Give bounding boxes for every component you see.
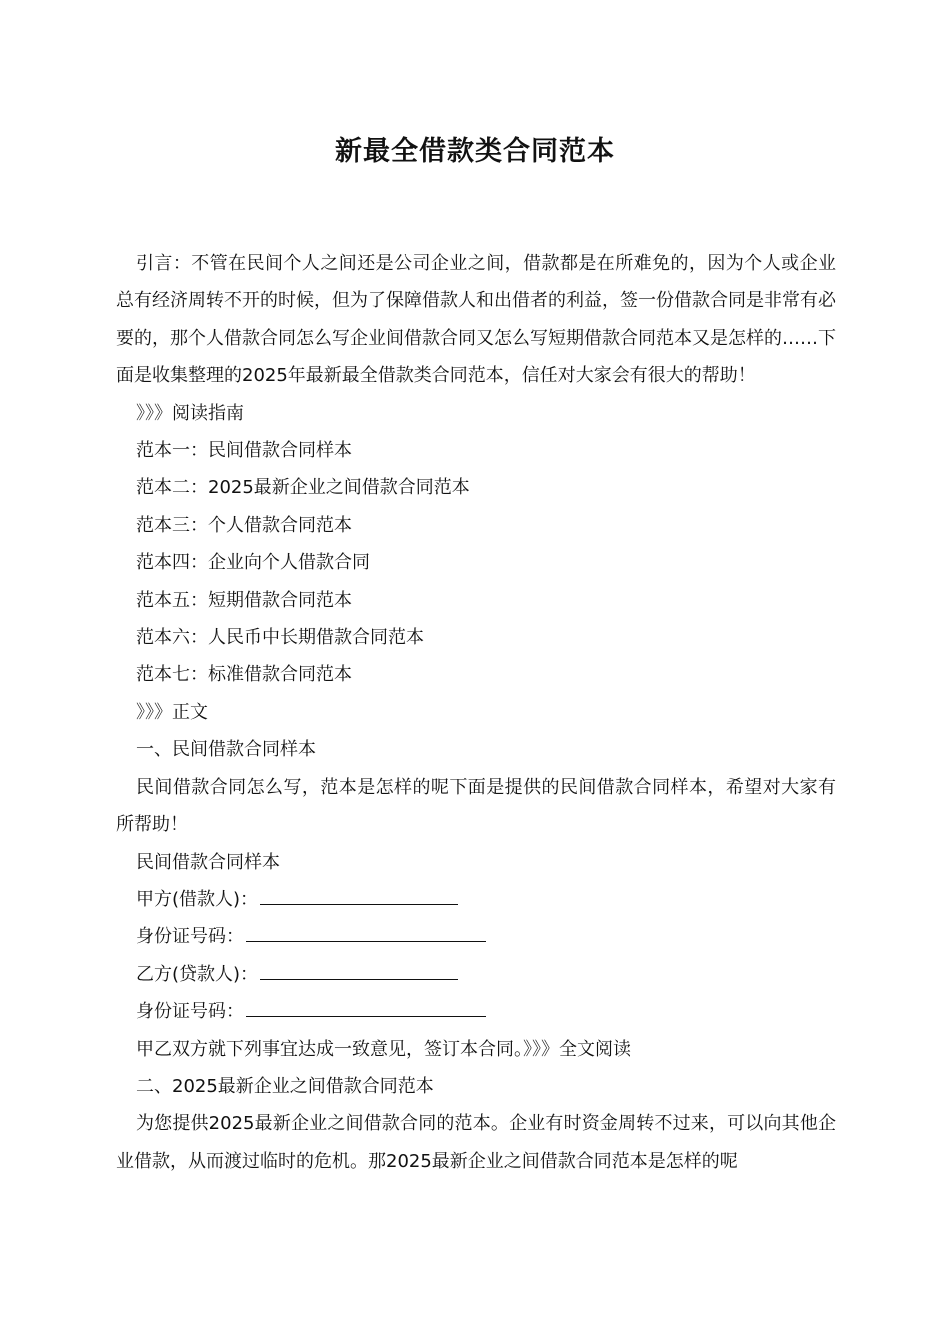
field-label: 身份证号码： [136,926,244,948]
fill-blank-line [260,888,458,905]
field-party-b [116,956,836,993]
field-id-a [116,918,836,955]
guide-item-2: 范本二：2025最新企业之间借款合同范本 [136,477,470,499]
guide-item-4: 范本四：企业向个人借款合同 [136,552,370,574]
guide-item-7: 范本七：标准借款合同范本 [136,664,352,686]
field-label: 乙方(贷款人)： [136,963,259,985]
guide-item-3: 范本三：个人借款合同范本 [136,514,352,536]
sample-title: 民间借款合同样本 [136,851,280,873]
document-body [116,245,836,1180]
reading-guide-heading: 》》》阅读指南 [136,402,244,424]
field-party-a [116,881,836,918]
field-label: 身份证号码： [136,1001,244,1023]
document-title: 新最全借款类合同范本 [335,136,615,167]
agreement-sentence: 甲乙双方就下列事宜达成一致意见，签订本合同。》》》全文阅读 [136,1038,631,1060]
guide-item-6: 范本六：人民币中长期借款合同范本 [136,627,424,649]
field-label: 甲方(借款人)： [136,888,259,910]
intro-paragraph: 引言：不管在民间个人之间还是公司企业之间，借款都是在所难免的，因为个人或企业总有经济周转不开的时候，但为了保障借款人和出借者的利益，签一份借款合同是非常有必要的，那个人借款合同怎么写企业间借款合同又怎么写短期借款合同范本又是怎样的……下面是收集整理的2025年最新最全借款类合同范本，信任对大家会有很大的帮助！ [116,253,836,387]
section-2-intro: 为您提供2025最新企业之间借款合同的范本。企业有时资金周转不过来，可以向其他企业借款，从而渡过临时的危机。那2025最新企业之间借款合同范本是怎样的呢 [116,1113,836,1172]
section-2-heading: 二、2025最新企业之间借款合同范本 [136,1075,434,1097]
fill-blank-line [260,963,458,980]
guide-item-1: 范本一：民间借款合同样本 [136,440,352,462]
guide-item-5: 范本五：短期借款合同范本 [136,589,352,611]
fill-blank-line [246,1000,486,1017]
section-1-heading: 一、民间借款合同样本 [136,739,316,761]
main-text-heading: 》》》正文 [136,701,208,723]
fill-blank-line [246,925,486,942]
field-id-b [116,993,836,1030]
section-1-intro: 民间借款合同怎么写，范本是怎样的呢下面是提供的民间借款合同样本，希望对大家有所帮助！ [116,776,836,836]
